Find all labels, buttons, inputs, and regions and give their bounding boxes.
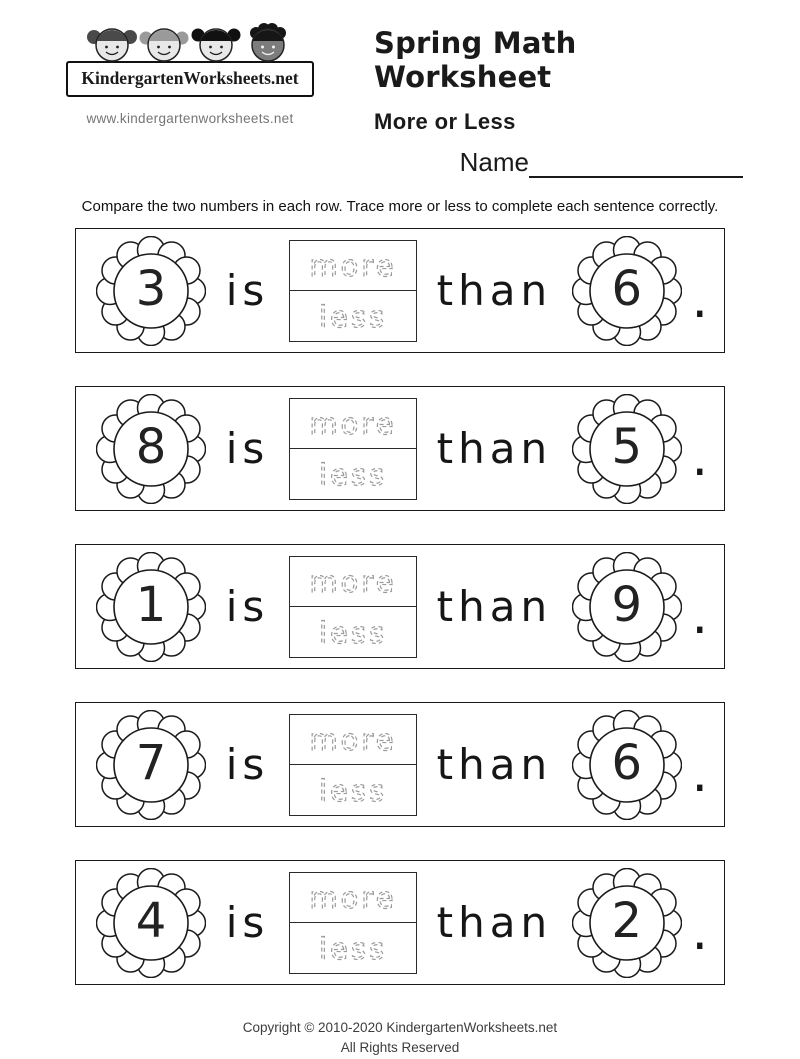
- sentence-period: .: [691, 427, 708, 488]
- title-block: [314, 18, 745, 178]
- trace-more-less-box[interactable]: [289, 240, 417, 342]
- right-number: 6: [611, 261, 643, 317]
- word-is: is: [225, 582, 270, 631]
- worksheet-rows: [75, 228, 725, 985]
- worksheet-header: [0, 0, 800, 178]
- word-than: than: [436, 424, 553, 473]
- flower-right: [572, 394, 682, 504]
- worksheet-row-4: [75, 702, 725, 827]
- word-than: than: [436, 266, 553, 315]
- kids-illustration-icon: [72, 18, 308, 66]
- logo-block: [66, 18, 314, 178]
- trace-less[interactable]: [290, 922, 416, 973]
- trace-word-less: less: [318, 299, 387, 334]
- left-number: 4: [135, 893, 167, 949]
- name-label: Name: [459, 147, 529, 177]
- worksheet-row-2: [75, 386, 725, 511]
- site-logo: KindergartenWorksheets.net: [66, 61, 314, 97]
- footer: [0, 1018, 800, 1059]
- left-number: 7: [135, 735, 167, 791]
- trace-word-less: less: [318, 931, 387, 966]
- right-number: 9: [611, 577, 643, 633]
- flower-right: [572, 552, 682, 662]
- word-than: than: [436, 582, 553, 631]
- worksheet-row-1: [75, 228, 725, 353]
- trace-word-more: more: [309, 249, 397, 284]
- trace-less[interactable]: [290, 606, 416, 657]
- trace-less[interactable]: [290, 764, 416, 815]
- instructions-text: Compare the two numbers in each row. Trace more or less to complete each sentence correctly.: [81, 198, 719, 215]
- trace-more-less-box[interactable]: [289, 556, 417, 658]
- word-than: than: [436, 898, 553, 947]
- page-subtitle: More or Less: [374, 109, 516, 134]
- sentence-period: .: [691, 743, 708, 804]
- trace-word-more: more: [309, 407, 397, 442]
- trace-more[interactable]: [290, 557, 416, 607]
- copyright-text: Copyright © 2010-2020 KindergartenWorksheets.net: [242, 1020, 558, 1035]
- trace-less[interactable]: [290, 448, 416, 499]
- name-input-line[interactable]: [529, 148, 743, 178]
- trace-less[interactable]: [290, 290, 416, 341]
- word-is: is: [225, 740, 270, 789]
- worksheet-row-5: [75, 860, 725, 985]
- sentence-period: .: [691, 901, 708, 962]
- trace-more-less-box[interactable]: [289, 398, 417, 500]
- right-number: 6: [611, 735, 643, 791]
- flower-left: [96, 394, 206, 504]
- flower-right: [572, 236, 682, 346]
- flower-right: [572, 868, 682, 978]
- flower-left: [96, 552, 206, 662]
- trace-more-less-box[interactable]: [289, 714, 417, 816]
- flower-left: [96, 868, 206, 978]
- left-number: 3: [135, 261, 167, 317]
- trace-more[interactable]: [290, 399, 416, 449]
- site-url-link[interactable]: www.kindergartenworksheets.net: [86, 111, 294, 126]
- rights-text: All Rights Reserved: [340, 1040, 460, 1056]
- trace-more[interactable]: [290, 715, 416, 765]
- trace-more-less-box[interactable]: [289, 872, 417, 974]
- right-number: 2: [611, 893, 643, 949]
- flower-left: [96, 236, 206, 346]
- name-row: [374, 147, 745, 178]
- trace-word-less: less: [318, 615, 387, 650]
- trace-word-more: more: [309, 881, 397, 916]
- sentence-period: .: [691, 585, 708, 646]
- flower-right: [572, 710, 682, 820]
- trace-word-more: more: [309, 723, 397, 758]
- word-is: is: [225, 266, 270, 315]
- word-is: is: [225, 424, 270, 473]
- trace-word-more: more: [309, 565, 397, 600]
- trace-word-less: less: [318, 457, 387, 492]
- trace-word-less: less: [318, 773, 387, 808]
- flower-left: [96, 710, 206, 820]
- left-number: 1: [135, 577, 167, 633]
- worksheet-row-3: [75, 544, 725, 669]
- sentence-period: .: [691, 269, 708, 330]
- page-title: Spring Math Worksheet: [374, 26, 577, 94]
- word-than: than: [436, 740, 553, 789]
- right-number: 5: [611, 419, 643, 475]
- word-is: is: [225, 898, 270, 947]
- left-number: 8: [135, 419, 167, 475]
- trace-more[interactable]: [290, 241, 416, 291]
- trace-more[interactable]: [290, 873, 416, 923]
